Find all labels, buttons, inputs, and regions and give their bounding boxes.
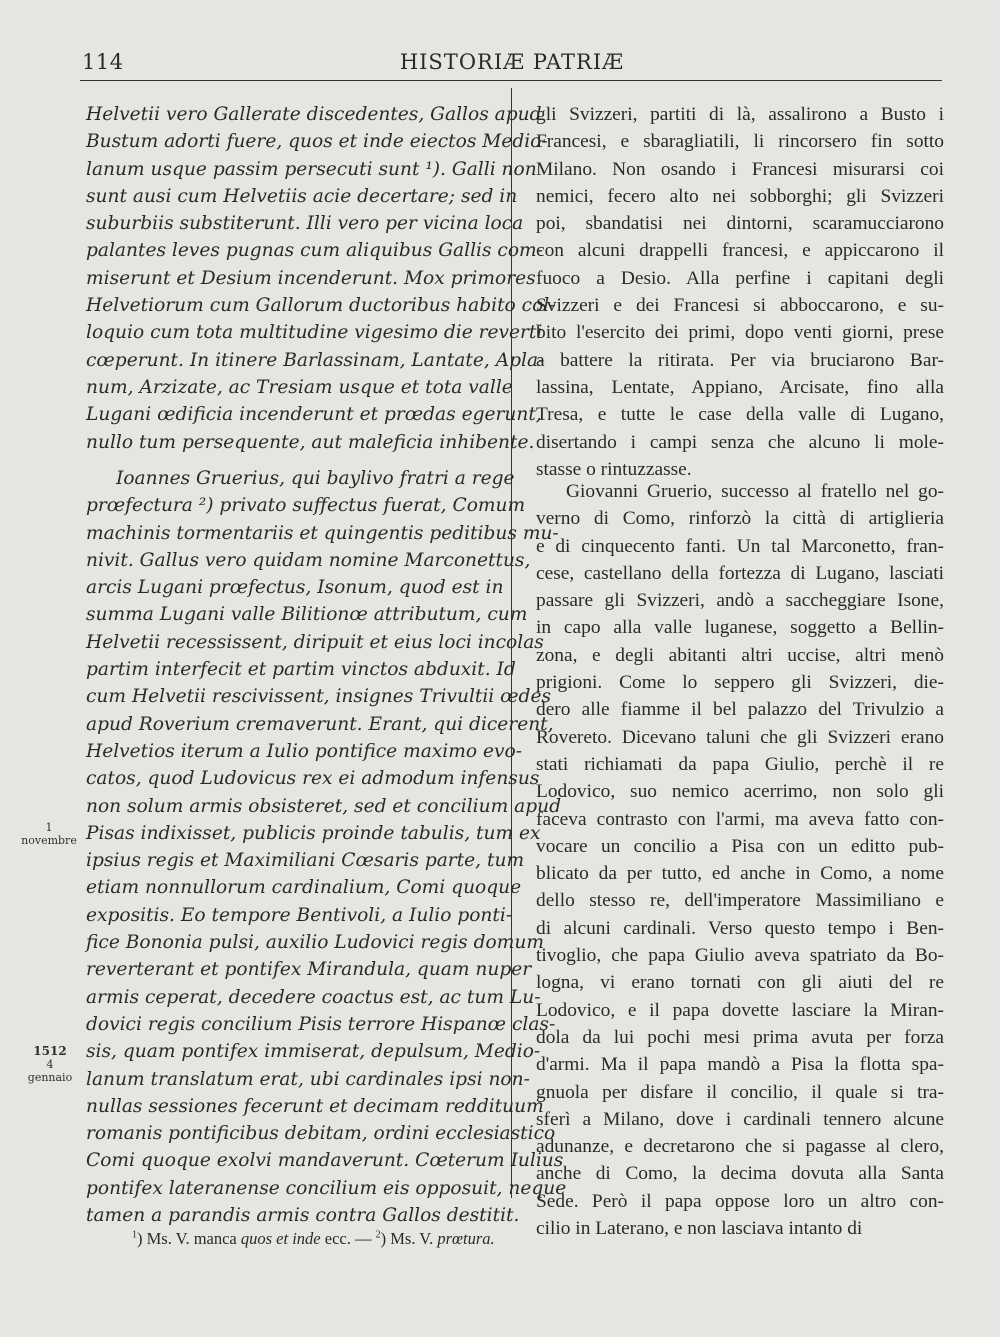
text-line: sis, quam pontifex immiserat, depulsum, Medio- (86, 1041, 541, 1063)
italian-column (536, 101, 944, 483)
text-line: Sede. Però il papa oppose loro un altro con- (536, 1190, 944, 1212)
text-line: Giovanni Gruerio, successo al fratello nel go- (566, 481, 944, 502)
margin-note-1512 (25, 1045, 75, 1084)
latin-paragraph-1 (86, 101, 556, 456)
italian-paragraph-2 (536, 478, 944, 1242)
text-line: num, Arzizate, ac Tresiam usque et tota valle (86, 376, 513, 398)
text-line: lanum translatum erat, ubi cardinales ipsi non- (86, 1068, 530, 1090)
text-line: con alcuni drappelli francesi, e appiccarono il (536, 240, 944, 262)
text-line: cese, castellano della fortezza di Lugano, lasciati (536, 562, 944, 584)
text-line: gli Svizzeri, partiti di là, assalirono a Busto i (536, 104, 944, 125)
footnote-2-quote: prœtura. (437, 1229, 495, 1248)
page-number: 114 (82, 50, 124, 74)
text-line: ipsius regis et Maximiliani Cœsaris parte, tum (86, 850, 525, 872)
text-line: nullas sessiones fecerunt et decimam reddituum (86, 1095, 544, 1117)
text-line: tamen a parandis armis contra Gallos destitit. (86, 1205, 520, 1227)
text-line: Francesi, e sbaragliatili, li rincorsero fin sotto (536, 131, 944, 153)
text-line: reverterant et pontifex Mirandula, quam nuper (86, 959, 532, 981)
text-line: armis ceperat, decedere coactus est, ac tum Lu- (86, 986, 541, 1008)
text-line: cilio in Laterano, e non lasciava intanto di (536, 1218, 863, 1240)
text-line: Lugani œdificia incenderunt et prœdas egerunt, (86, 404, 542, 426)
text-line: logna, vi erano tornati con gli aiuti del re (536, 972, 944, 994)
text-line: arcis Lugani prœfectus, Isonum, quod est in (86, 577, 504, 599)
footnotes (132, 1229, 832, 1249)
margin-date-november: 1 novembre (21, 821, 77, 847)
text-line: Comi quoque exolvi mandaverunt. Cœterum Iulius (86, 1150, 564, 1172)
text-line: prigioni. Come lo seppero gli Svizzeri, die- (536, 672, 944, 694)
text-line: zona, e degli abitanti altri uccise, altri menò (536, 644, 944, 666)
text-line: Helvetiorum cum Gallorum ductoribus habito col- (86, 295, 556, 317)
text-line: Lodovico, suo nemico acerrimo, non solo gli (536, 781, 944, 803)
text-line: Helvetii recessissent, diripuit et eius loci incolas (86, 631, 544, 653)
text-line: poi, sbandatisi nei dintorni, scaramucciarono (536, 213, 944, 235)
text-line: blicato da per tutto, ed anche in Como, a nome (536, 863, 944, 885)
text-line: di alcuni cardinali. Verso questo tempo i Ben- (536, 917, 944, 939)
text-line: vocare un concilio a Pisa con un editto pub- (536, 835, 944, 857)
latin-paragraph-2 (86, 465, 567, 1229)
text-line: machinis tormentariis et quingentis peditibus mu- (86, 522, 559, 544)
text-line: e di cinquecento fanti. Un tal Marconetto, fran- (536, 535, 944, 557)
text-line: apud Roverium cremaverunt. Erant, qui dicerent, (86, 713, 554, 735)
text-line: Tresa, e tutte le case della valle di Lugano, (536, 404, 944, 426)
header-rule (80, 80, 942, 81)
text-line: dello stesso re, dell'imperatore Massimiliano e (536, 890, 944, 912)
text-line: cœperunt. In itinere Barlassinam, Lantate, Apla- (86, 349, 545, 371)
text-line: expositis. Eo tempore Bentivoli, a Iulio ponti- (86, 904, 513, 926)
text-line: sunt ausi cum Helvetiis acie decertare; sed in (86, 185, 518, 207)
running-title: HISTORIÆ PATRIÆ (399, 50, 625, 74)
footnote-1-marker: 1 (132, 1229, 137, 1241)
text-line: lassina, Lentate, Appiano, Arcisate, fino alla (536, 376, 944, 398)
text-line: miserunt et Desium incenderunt. Mox primores (86, 267, 536, 289)
text-line: lanum usque passim persecuti sunt ¹). Galli non (86, 158, 537, 180)
text-line: palantes leves pugnas cum aliquibus Gallis com- (86, 240, 543, 262)
text-line: Ioannes Gruerius, qui baylivo fratri a rege (116, 468, 515, 489)
text-line: a battere la ritirata. Per via bruciarono Bar- (536, 349, 944, 371)
text-line: romanis pontificibus debitam, ordini ecclesiastico (86, 1123, 556, 1145)
text-line: loquio cum tota multitudine vigesimo die reverti (86, 322, 543, 344)
text-line: faceva contrasto con l'armi, ma aveva fatto con- (536, 808, 944, 830)
text-line: dero alle fiamme il bel palazzo del Trivulzio a (536, 699, 944, 721)
text-line: Helvetii vero Gallerate discedentes, Gallos apud (86, 104, 542, 125)
latin-column (86, 101, 556, 456)
footnote-2-marker: 2 (375, 1229, 381, 1241)
text-line: fuoco a Desio. Alla perfine i capitani degli (536, 267, 944, 289)
footnote-1-suffix: ecc. — (320, 1229, 376, 1248)
page-header (82, 50, 942, 80)
text-line: Svizzeri e dei Francesi si abboccarono, e su- (536, 295, 944, 317)
text-line: passare gli Svizzeri, andò a saccheggiare Isone, (536, 590, 944, 612)
text-line: stasse o rintuzzasse. (536, 458, 692, 480)
footnote-1-prefix: ) Ms. V. manca (137, 1229, 241, 1248)
text-line: catos, quod Ludovicus rex ei admodum infensus (86, 768, 540, 790)
text-line: bito l'esercito dei primi, dopo venti giorni, prese (536, 322, 944, 344)
text-line: non solum armis obsisteret, sed et concilium apud (86, 795, 562, 817)
text-line: sferì a Milano, dove i cardinali tennero alcune (536, 1108, 944, 1130)
text-line: cum Helvetii rescivissent, insignes Trivultii œdes (86, 686, 551, 708)
text-line: Pisas indixisset, publicis proinde tabulis, tum ex (86, 822, 541, 844)
margin-date-january: 4 gennaio (27, 1058, 73, 1084)
text-line: suburbiis substiterunt. Illi vero per vicina loca (86, 213, 524, 235)
text-line: Bustum adorti fuere, quos et inde eiectos Medio- (86, 131, 548, 153)
margin-year: 1512 (33, 1044, 67, 1058)
text-line: dola da lui pochi mesi prima avuta per forza (536, 1026, 944, 1048)
text-line: nullo tum persequente, aut maleficia inhibente. (86, 431, 535, 453)
text-line: partim interfecit et partim vinctos abduxit. Id (86, 659, 516, 681)
text-line: in capo alla valle luganese, soggetto a Bellin- (536, 617, 944, 639)
text-line: tivoglio, che papa Giulio aveva spatriato da Bo- (536, 945, 944, 967)
text-line: Helvetios iterum a Iulio pontifice maximo evo- (86, 740, 522, 762)
text-line: prœfectura ²) privato suffectus fuerat, Comum (86, 495, 526, 517)
footnote-2-prefix: ) Ms. V. (380, 1229, 438, 1248)
text-line: gnuola per disfare il concilio, il quale si tra- (536, 1081, 944, 1103)
text-line: d'armi. Ma il papa mandò a Pisa la flotta spa- (536, 1054, 944, 1076)
text-line: anche di Como, la decima dovuta alla Santa (536, 1163, 944, 1185)
text-line: adunanze, e decretarono che si pagasse al clero, (536, 1136, 944, 1158)
text-line: Milano. Non osando i Francesi misurarsi coi (536, 158, 944, 180)
text-line: dovici regis concilium Pisis terrore Hispanœ clas- (86, 1013, 556, 1035)
text-line: disertando i campi senza che alcuno li mole- (536, 431, 944, 453)
text-line: Rovereto. Dicevano taluni che gli Svizzeri erano (536, 726, 944, 748)
text-line: stati richiamati da papa Giulio, perchè il re (536, 753, 944, 775)
italian-paragraph-1 (536, 101, 944, 483)
text-line: fice Bononia pulsi, auxilio Ludovici regis domum (86, 932, 544, 954)
latin-column-continued (86, 465, 567, 1229)
text-line: etiam nonnullorum cardinalium, Comi quoque (86, 877, 522, 899)
footnote-1-quote: quos et inde (240, 1229, 321, 1248)
text-line: nivit. Gallus vero quidam nomine Marconettus, (86, 549, 531, 571)
text-line: verno di Como, rinforzò la città di artiglieria (536, 508, 944, 530)
italian-column-continued (536, 478, 944, 1242)
text-line: nemici, fecero alto nei sobborghi; gli Svizzeri (536, 185, 944, 207)
text-line: pontifex lateranense concilium eis opposuit, neque (86, 1177, 567, 1199)
margin-note-november (18, 821, 80, 847)
text-line: Lodovico, e il papa dovette lasciare la Miran- (536, 999, 944, 1021)
text-line: summa Lugani valle Bilitionœ attributum, cum (86, 604, 528, 626)
